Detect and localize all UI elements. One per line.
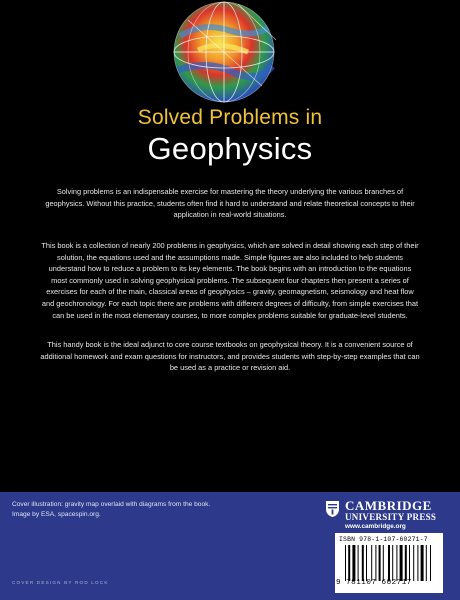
barcode-bar: [430, 545, 431, 581]
barcode-panel: [335, 533, 443, 593]
publisher-url: www.cambridge.org: [345, 523, 406, 530]
barcode-bar: [400, 545, 403, 581]
barcode-bar: [358, 545, 359, 581]
barcode-bar: [371, 545, 372, 581]
blurb-paragraph-2: This book is a collection of nearly 200 problems in geophysics, which are solved in detail showing each step of their solution, the equations used and the assumptions made. Simple figures are also included to help students understand how to reduce a problem to its key elements. The book begins with an introduction to the equations most commonly used in solving geophysical problems. The subsequent four chapters then present a series of exercises for each of the main, classical areas of geophysics – gravity, geomagnetism, seismology and heat flow and geochronology. For each topic there are problems with different degrees of difficulty, from simple exercises that can be used in the most elementary courses, to more complex problems suitable for graduate-level students.: [41, 241, 419, 320]
cambridge-crest-icon: [325, 500, 340, 518]
barcode-bar: [426, 545, 427, 581]
barcode-bar: [388, 545, 390, 581]
barcode-bar: [409, 545, 410, 581]
barcode-bar: [379, 545, 381, 581]
barcode-bar: [396, 545, 397, 581]
barcode-bar: [421, 545, 424, 581]
cover-illustration-credit: Cover illustration: gravity map overlaid with diagrams from the book. Image by ESA, spacespin.org.: [12, 501, 211, 518]
barcode-digits: 9 781107 602717: [336, 579, 412, 587]
barcode-icon: [345, 545, 437, 581]
cover-design-credit: COVER DESIGN BY ROD LOCK: [12, 580, 109, 585]
barcode-bar: [352, 545, 355, 581]
barcode-bar: [375, 545, 376, 581]
blurb-paragraph-1: Solving problems is an indispensable exercise for mastering the theory underlying the various branches of geophysics. Without this practice, students often find it hard to understand and relate theoretical concepts to their application in real-world situations.: [45, 187, 415, 220]
barcode-bar: [366, 545, 367, 581]
barcode-bar: [413, 545, 414, 581]
barcode-bar: [348, 545, 350, 581]
barcode-bar: [392, 545, 393, 581]
globe-gravity-map-icon: [158, 0, 290, 108]
barcode-bar: [405, 545, 407, 581]
barcode-bar: [362, 545, 364, 581]
barcode-bar: [417, 545, 418, 581]
publisher-name: CAMBRIDGE: [345, 498, 432, 513]
barcode-bar: [345, 545, 346, 581]
barcode-bar: [383, 545, 384, 581]
book-title-line-1: Solved Problems in: [137, 106, 323, 129]
publisher-press: UNIVERSITY PRESS: [345, 512, 437, 522]
blurb-paragraph-3: This handy book is the ideal adjunct to core course textbooks on geophysical theory. It is a convenient source of additional homework and exam questions for instructors, and provides students with step-by-step examples that can be used as a practice or revision aid.: [40, 340, 420, 373]
isbn-label: ISBN 978-1-107-60271-7: [339, 536, 428, 543]
book-title-line-2: Geophysics: [147, 131, 313, 166]
